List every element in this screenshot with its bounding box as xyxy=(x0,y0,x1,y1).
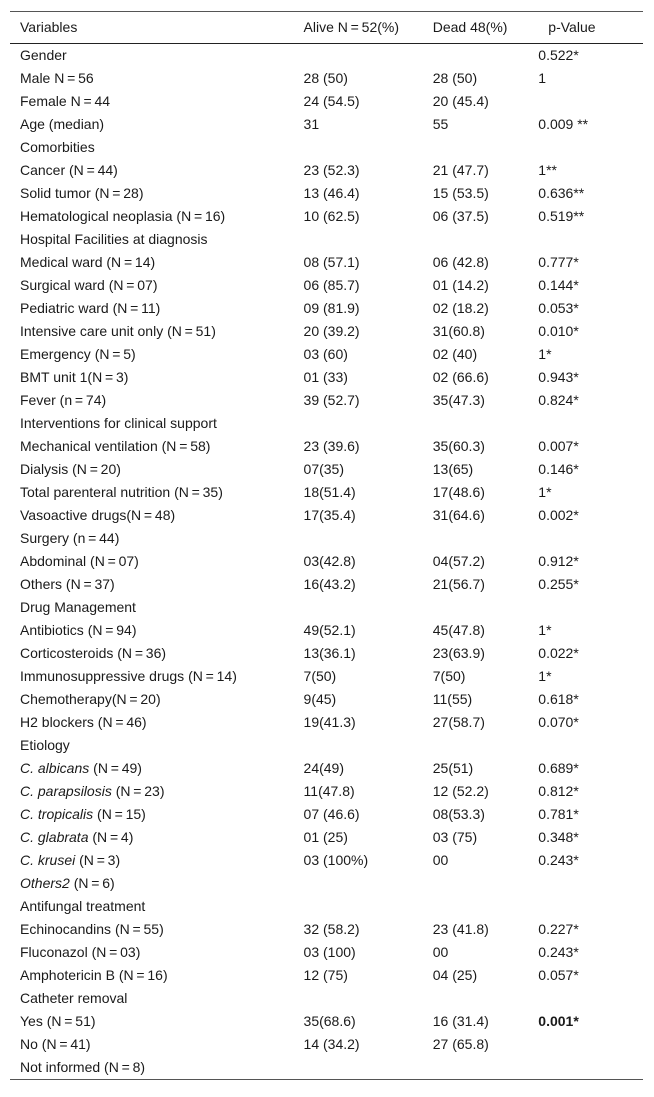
cell-dead: 17(48.6) xyxy=(432,484,485,500)
table-row xyxy=(10,619,643,642)
cell-dead: 27(58.7) xyxy=(432,714,485,730)
cell-dead xyxy=(433,1056,539,1080)
cell-variable xyxy=(10,826,304,849)
cell-variable: Drug Management xyxy=(20,599,136,615)
cell-p-value: 0.010* xyxy=(538,323,579,339)
cell-dead: 45(47.8) xyxy=(432,622,485,638)
cell-alive: 01 (25) xyxy=(303,829,348,845)
cell-p-value: 1 xyxy=(538,70,547,86)
cell-p-value: 0.070* xyxy=(538,714,579,730)
cell-alive: 49(52.1) xyxy=(303,622,356,638)
cell-dead: 20 (45.4) xyxy=(432,93,489,109)
cell-variable: Not informed (N = 8) xyxy=(10,1056,304,1080)
cell-p-value xyxy=(538,1033,643,1056)
cell-alive: 03 (100%) xyxy=(303,852,369,868)
cell-dead xyxy=(433,987,539,1010)
cell-alive: 08 (57.1) xyxy=(303,254,360,270)
cell-alive: 12 (75) xyxy=(303,967,348,983)
cell-variable: Corticosteroids (N = 36) xyxy=(20,645,167,661)
cell-p-value xyxy=(538,527,643,550)
cell-p-value: 0.144* xyxy=(538,277,579,293)
table-row xyxy=(10,757,643,780)
cell-alive: 13 (46.4) xyxy=(303,185,360,201)
cell-p-value: 0.243* xyxy=(538,944,579,960)
table-row xyxy=(10,711,643,734)
cell-dead xyxy=(433,895,539,918)
cell-p-value: 0.689* xyxy=(538,760,579,776)
table-row xyxy=(10,895,643,918)
cell-dead xyxy=(433,596,539,619)
cell-alive xyxy=(304,1056,433,1080)
cell-p-value: 1* xyxy=(538,622,552,638)
cell-p-value: 0.255* xyxy=(538,576,579,592)
cell-alive: 14 (34.2) xyxy=(303,1036,360,1052)
cell-variable: Surgical ward (N = 07) xyxy=(20,277,158,293)
cell-alive: 03 (100) xyxy=(303,944,356,960)
cell-p-value: 0.943* xyxy=(538,369,579,385)
cell-variable: Vasoactive drugs(N = 48) xyxy=(20,507,176,523)
cell-dead: 55 xyxy=(432,116,449,132)
cell-dead: 04(57.2) xyxy=(432,553,485,569)
organism-name: C. glabrata xyxy=(20,829,89,845)
table-row xyxy=(10,67,643,90)
table-row xyxy=(10,297,643,320)
cell-p-value: 0.227* xyxy=(538,921,579,937)
table-row xyxy=(10,366,643,389)
cell-p-value: 0.057* xyxy=(538,967,579,983)
cell-variable: H2 blockers (N = 46) xyxy=(20,714,147,730)
cell-p-value: 0.243* xyxy=(538,852,579,868)
cell-variable: Pediatric ward (N = 11) xyxy=(20,300,161,316)
table-row xyxy=(10,1010,643,1033)
cell-p-value xyxy=(538,895,643,918)
cell-variable: Cancer (N = 44) xyxy=(20,162,118,178)
table-row xyxy=(10,918,643,941)
organism-name: C. krusei xyxy=(20,852,76,868)
cell-p-value: 0.146* xyxy=(538,461,579,477)
organism-count: (N = 3) xyxy=(75,852,121,868)
table-row xyxy=(10,320,643,343)
cell-p-value xyxy=(538,412,643,435)
cell-dead: 31(64.6) xyxy=(432,507,485,523)
cell-alive: 17(35.4) xyxy=(303,507,356,523)
cell-alive xyxy=(304,228,433,251)
cell-variable: Catheter removal xyxy=(20,990,128,1006)
cell-dead: 25(51) xyxy=(432,760,474,776)
cell-alive: 19(41.3) xyxy=(303,714,356,730)
cell-p-value: 0.348* xyxy=(538,829,579,845)
cell-dead: 31(60.8) xyxy=(432,323,485,339)
cell-variable: Immunosuppressive drugs (N = 14) xyxy=(20,668,237,684)
organism-name: C. albicans xyxy=(20,760,90,776)
cell-p-value: 1** xyxy=(538,162,557,178)
cell-alive: 32 (58.2) xyxy=(303,921,360,937)
table-row xyxy=(10,44,643,68)
organism-name: C. parapsilosis xyxy=(20,783,112,799)
table-row xyxy=(10,389,643,412)
cell-variable: Medical ward (N = 14) xyxy=(20,254,156,270)
table-row xyxy=(10,412,643,435)
cell-dead: 06 (42.8) xyxy=(432,254,489,270)
table-row xyxy=(10,458,643,481)
header-p-value: p-Value xyxy=(538,12,643,44)
table-row xyxy=(10,780,643,803)
cell-variable: Abdominal (N = 07) xyxy=(20,553,139,569)
cell-dead xyxy=(433,412,539,435)
cell-dead: 06 (37.5) xyxy=(432,208,489,224)
cell-variable xyxy=(10,757,304,780)
organism-count: (N = 15) xyxy=(93,806,146,822)
table-row xyxy=(10,527,643,550)
table-row xyxy=(10,826,643,849)
cell-variable: Comorbities xyxy=(20,139,95,155)
table-row xyxy=(10,504,643,527)
cell-variable: Mechanical ventilation (N = 58) xyxy=(20,438,211,454)
table-row xyxy=(10,573,643,596)
cell-dead: 13(65) xyxy=(432,461,474,477)
cell-p-value: 0.053* xyxy=(538,300,579,316)
cell-p-value xyxy=(538,228,643,251)
cell-p-value: 0.812* xyxy=(538,783,579,799)
cell-p-value: 1* xyxy=(538,346,552,362)
table-row xyxy=(10,228,643,251)
cell-variable: Total parenteral nutrition (N = 35) xyxy=(20,484,223,500)
cell-variable: Antifungal treatment xyxy=(20,898,146,914)
cell-p-value: 0.636** xyxy=(538,185,585,201)
organism-name: Others2 xyxy=(20,875,70,891)
cell-alive: 10 (62.5) xyxy=(303,208,360,224)
cell-dead xyxy=(433,527,539,550)
cell-dead: 28 (50) xyxy=(432,70,478,86)
table-row xyxy=(10,1056,643,1080)
table-row xyxy=(10,734,643,757)
cell-dead: 23 (41.8) xyxy=(432,921,489,937)
cell-p-value: 0.781* xyxy=(538,806,579,822)
cell-dead: 01 (14.2) xyxy=(432,277,489,293)
cell-alive: 28 (50) xyxy=(303,70,348,86)
cell-alive: 18(51.4) xyxy=(303,484,356,500)
table-row xyxy=(10,987,643,1010)
cell-p-value xyxy=(538,734,643,757)
table-row xyxy=(10,688,643,711)
cell-alive: 11(47.8) xyxy=(303,783,355,799)
table-row xyxy=(10,113,643,136)
cell-p-value: 0.912* xyxy=(538,553,579,569)
cell-p-value: 0.777* xyxy=(538,254,579,270)
cell-alive: 06 (85.7) xyxy=(303,277,360,293)
cell-alive: 24 (54.5) xyxy=(303,93,360,109)
table-row xyxy=(10,941,643,964)
organism-count: (N = 49) xyxy=(89,760,142,776)
cell-dead xyxy=(433,136,539,159)
header-variables: Variables xyxy=(10,12,304,44)
organism-count: (N = 4) xyxy=(88,829,134,845)
cell-variable xyxy=(10,872,304,895)
cell-p-value xyxy=(538,90,643,113)
cell-p-value: 1* xyxy=(538,484,552,500)
cell-alive: 24(49) xyxy=(303,760,344,776)
cell-variable: Intensive care unit only (N = 51) xyxy=(20,323,216,339)
cell-p-value xyxy=(538,987,643,1010)
cell-alive xyxy=(304,136,433,159)
cell-variable: Others (N = 37) xyxy=(20,576,115,592)
data-table xyxy=(10,11,643,1080)
cell-alive xyxy=(304,895,433,918)
cell-alive: 35(68.6) xyxy=(303,1013,356,1029)
cell-alive xyxy=(304,734,433,757)
table-row xyxy=(10,872,643,895)
cell-dead: 21(56.7) xyxy=(432,576,485,592)
table-row xyxy=(10,159,643,182)
cell-dead: 02 (40) xyxy=(432,346,478,362)
cell-alive: 01 (33) xyxy=(303,369,348,385)
cell-alive xyxy=(304,44,433,68)
cell-variable: Yes (N = 51) xyxy=(20,1013,96,1029)
cell-variable: No (N = 41) xyxy=(20,1036,91,1052)
cell-dead xyxy=(433,872,539,895)
cell-dead: 03 (75) xyxy=(432,829,478,845)
header-alive: Alive N = 52(%) xyxy=(304,12,433,44)
cell-p-value xyxy=(538,596,643,619)
table-row xyxy=(10,343,643,366)
table-row xyxy=(10,136,643,159)
cell-dead: 12 (52.2) xyxy=(432,783,489,799)
cell-p-value: 0.824* xyxy=(538,392,579,408)
cell-dead: 08(53.3) xyxy=(432,806,485,822)
cell-variable: Amphotericin B (N = 16) xyxy=(20,967,168,983)
table-row xyxy=(10,182,643,205)
cell-p-value: 0.519** xyxy=(538,208,585,224)
cell-dead: 27 (65.8) xyxy=(432,1036,489,1052)
organism-count: (N = 6) xyxy=(69,875,115,891)
cell-alive: 09 (81.9) xyxy=(303,300,360,316)
cell-alive: 13(36.1) xyxy=(303,645,356,661)
table-row xyxy=(10,274,643,297)
cell-alive: 31 xyxy=(303,116,320,132)
cell-variable: Surgery (n = 44) xyxy=(20,530,120,546)
cell-dead: 21 (47.7) xyxy=(432,162,489,178)
table-row xyxy=(10,803,643,826)
cell-alive: 9(45) xyxy=(303,691,337,707)
cell-alive: 07(35) xyxy=(303,461,344,477)
cell-alive: 07 (46.6) xyxy=(303,806,360,822)
table-row xyxy=(10,849,643,872)
cell-alive: 03 (60) xyxy=(303,346,348,362)
cell-variable xyxy=(10,803,304,826)
cell-variable: Gender xyxy=(20,47,67,63)
table-row xyxy=(10,642,643,665)
table-row xyxy=(10,205,643,228)
table-row xyxy=(10,481,643,504)
cell-variable: Hematological neoplasia (N = 16) xyxy=(20,208,226,224)
cell-variable: Emergency (N = 5) xyxy=(20,346,136,362)
cell-p-value: 0.007* xyxy=(538,438,579,454)
cell-alive xyxy=(304,412,433,435)
table-row xyxy=(10,1033,643,1056)
cell-variable: Dialysis (N = 20) xyxy=(20,461,121,477)
cell-dead: 02 (66.6) xyxy=(432,369,489,385)
cell-alive xyxy=(304,987,433,1010)
cell-variable: Male N = 56 xyxy=(20,70,94,86)
cell-alive xyxy=(304,527,433,550)
cell-variable xyxy=(10,849,304,872)
table-row xyxy=(10,665,643,688)
cell-dead xyxy=(433,44,539,68)
table-row xyxy=(10,596,643,619)
cell-p-value: 0.522* xyxy=(538,47,579,63)
cell-dead: 16 (31.4) xyxy=(432,1013,489,1029)
organism-count: (N = 23) xyxy=(111,783,165,799)
cell-p-value xyxy=(538,872,643,895)
table-row xyxy=(10,550,643,573)
cell-p-value xyxy=(538,1056,643,1080)
cell-dead: 23(63.9) xyxy=(432,645,485,661)
cell-p-value xyxy=(538,136,643,159)
cell-alive: 39 (52.7) xyxy=(303,392,360,408)
cell-p-value: 0.001* xyxy=(538,1013,579,1029)
cell-alive: 7(50) xyxy=(303,668,337,684)
cell-variable xyxy=(10,780,304,803)
header-row xyxy=(10,12,643,44)
cell-variable: Age (median) xyxy=(20,116,105,132)
cell-p-value: 0.618* xyxy=(538,691,579,707)
cell-alive: 03(42.8) xyxy=(303,553,356,569)
cell-dead: 00 xyxy=(432,852,449,868)
cell-dead: 15 (53.5) xyxy=(432,185,489,201)
cell-variable: Chemotherapy(N = 20) xyxy=(20,691,161,707)
cell-dead: 35(47.3) xyxy=(432,392,485,408)
cell-alive: 23 (52.3) xyxy=(303,162,360,178)
cell-dead: 02 (18.2) xyxy=(432,300,489,316)
table-row xyxy=(10,964,643,987)
cell-variable: Echinocandins (N = 55) xyxy=(20,921,164,937)
cell-dead xyxy=(433,734,539,757)
cell-variable: Antibiotics (N = 94) xyxy=(20,622,137,638)
cell-dead: 11(55) xyxy=(432,691,473,707)
organism-name: C. tropicalis xyxy=(20,806,94,822)
cell-alive xyxy=(304,596,433,619)
cell-variable: Fever (n = 74) xyxy=(20,392,107,408)
cell-dead: 04 (25) xyxy=(432,967,478,983)
cell-variable: Fluconazol (N = 03) xyxy=(20,944,141,960)
cell-variable: Interventions for clinical support xyxy=(20,415,217,431)
cell-variable: Hospital Facilities at diagnosis xyxy=(20,231,208,247)
cell-dead: 7(50) xyxy=(432,668,466,684)
cell-p-value: 0.002* xyxy=(538,507,579,523)
table-body xyxy=(10,44,643,1080)
cell-dead: 00 xyxy=(432,944,449,960)
cell-alive xyxy=(304,872,433,895)
cell-variable: Solid tumor (N = 28) xyxy=(20,185,144,201)
header-dead: Dead 48(%) xyxy=(433,12,539,44)
cell-alive: 23 (39.6) xyxy=(303,438,360,454)
cell-variable: BMT unit 1(N = 3) xyxy=(20,369,129,385)
cell-variable: Etiology xyxy=(20,737,70,753)
cell-p-value: 0.022* xyxy=(538,645,579,661)
cell-dead xyxy=(433,228,539,251)
table-row xyxy=(10,251,643,274)
cell-dead: 35(60.3) xyxy=(432,438,485,454)
cell-alive: 16(43.2) xyxy=(303,576,356,592)
cell-variable: Female N = 44 xyxy=(20,93,111,109)
cell-alive: 20 (39.2) xyxy=(303,323,360,339)
cell-p-value: 0.009 ** xyxy=(538,116,589,132)
table-row xyxy=(10,435,643,458)
cell-p-value: 1* xyxy=(538,668,552,684)
table-row xyxy=(10,90,643,113)
